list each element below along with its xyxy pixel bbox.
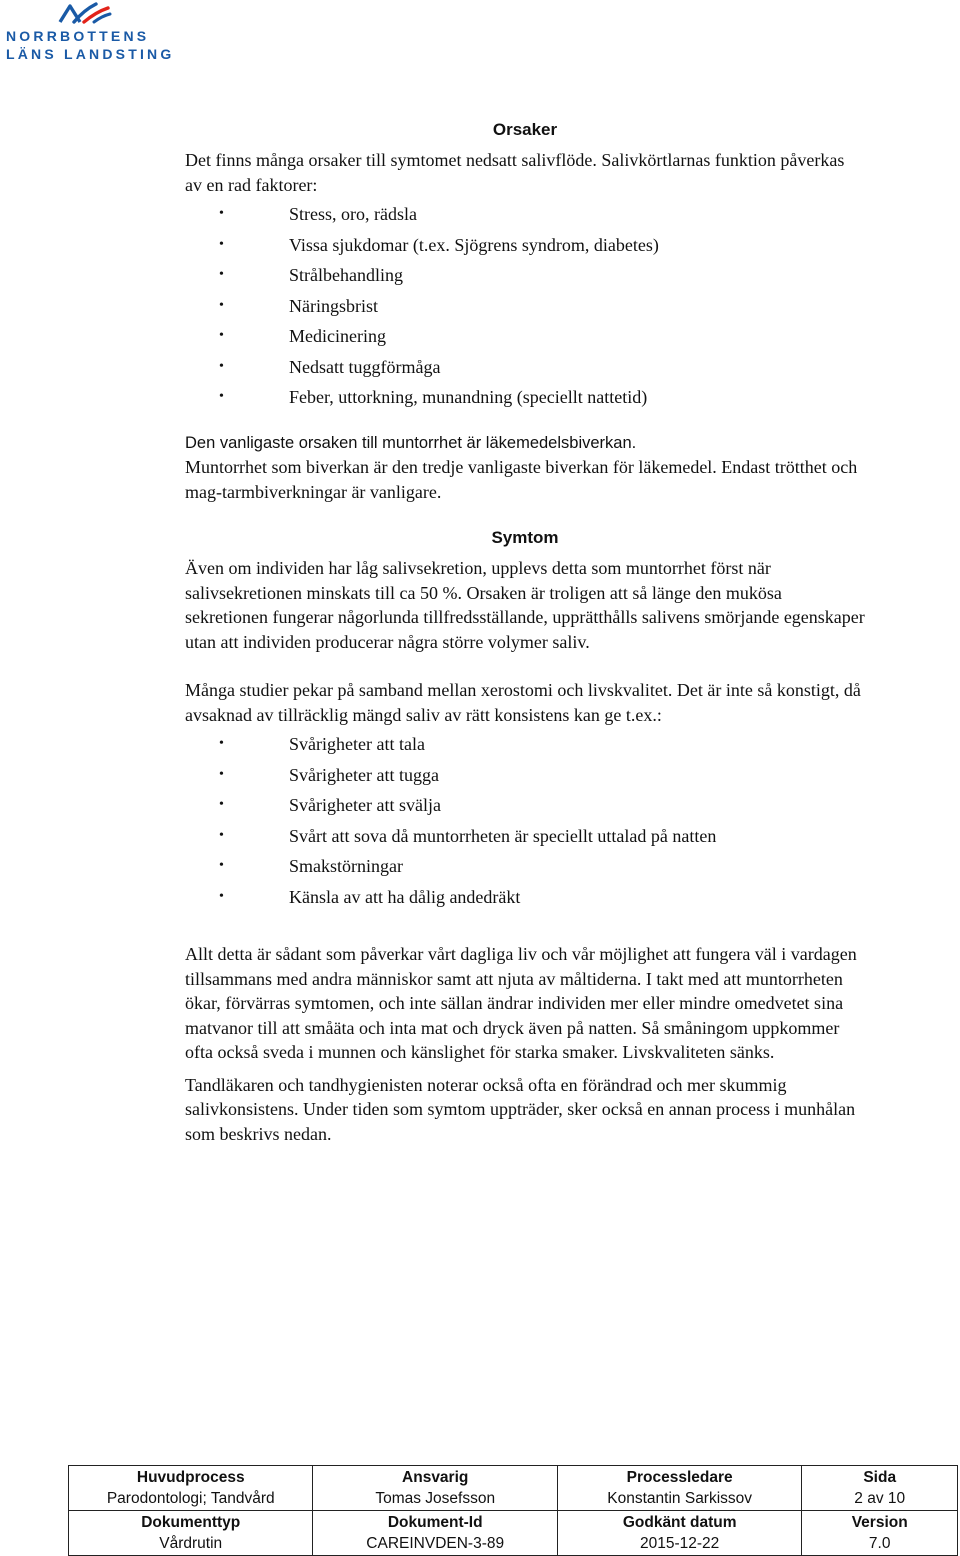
bullet-icon: •: [219, 888, 224, 904]
table-cell: Sida 2 av 10: [802, 1466, 958, 1511]
symtom-paragraph-1: Även om individen har låg salivsekretion, upplevs detta som muntorrhet först när salivsekretionen minskats till ca 50 %. Orsaken är troligen att så länge den mukösa sekretionen fungerar någorlunda tillfredsställande, upprätthålls salivens smörjande egenskaper utan att individen producerar några större volymer saliv.: [185, 558, 865, 652]
list-item: • Nedsatt tuggförmåga: [185, 352, 865, 383]
table-cell: Processledare Konstantin Sarkissov: [557, 1466, 801, 1511]
orsaker-intro: Det finns många orsaker till symtomet nedsatt salivflöde. Salivkörtlarnas funktion påverkas av en rad faktorer:: [185, 150, 845, 195]
table-cell: Huvudprocess Parodontologi; Tandvård: [69, 1466, 313, 1511]
list-item: • Vissa sjukdomar (t.ex. Sjögrens syndrom, diabetes): [185, 230, 865, 261]
document-body: [185, 118, 865, 1146]
orsaker-list: [185, 199, 865, 413]
bullet-icon: •: [219, 766, 224, 782]
symtom-paragraph-2: Många studier pekar på samband mellan xerostomi och livskvalitet. Det är inte så konstigt, då avsaknad av tillräcklig mängd saliv av rätt konsistens kan ge t.ex.:: [185, 680, 861, 725]
bullet-icon: •: [219, 236, 224, 252]
symtom-paragraph-4: Tandläkaren och tandhygienisten noterar också ofta en förändrad och mer skummig salivkonsistens. Under tiden som symtom uppträder, sker också en annan process i munhålan som beskrivs nedan.: [185, 1074, 856, 1144]
symtom-paragraph-3: Allt detta är sådant som påverkar vårt dagliga liv och vår möjlighet att fungera väl i vardagen tillsammans med andra människor samt att njuta av måltiderna. I takt med att muntorrheten ökar, förvärras symtomen, och inte sällan ändrar individen mer eller mindre omedvetet sina matvanor till att småäta och inta mat och dryck även på natten. Så småningom uppkommer ofta också sveda i munnen och känslighet för starka smaker. Livskvaliteten sänks.: [185, 944, 857, 1062]
list-item: • Svårt att sova då muntorrheten är speciellt uttalad på natten: [185, 821, 865, 852]
organization-logo: [4, 0, 174, 66]
list-item: • Svårigheter att tugga: [185, 760, 865, 791]
bullet-icon: •: [219, 358, 224, 374]
list-item: • Stress, oro, rädsla: [185, 199, 865, 230]
table-cell: Dokumenttyp Vårdrutin: [69, 1511, 313, 1556]
orsaker-sans-paragraph: Den vanligaste orsaken till muntorrhet är läkemedelsbiverkan.: [185, 433, 637, 452]
bullet-icon: •: [219, 297, 224, 313]
bullet-icon: •: [219, 858, 224, 873]
logo-text-line1: NORRBOTTENS: [6, 28, 150, 44]
table-cell: Ansvarig Tomas Josefsson: [313, 1466, 557, 1511]
list-item: • Strålbehandling: [185, 260, 865, 291]
bullet-icon: •: [219, 206, 224, 221]
list-item: • Näringsbrist: [185, 291, 865, 322]
bullet-icon: •: [219, 389, 224, 404]
list-item: • Svårigheter att tala: [185, 729, 865, 760]
table-cell: Version 7.0: [802, 1511, 958, 1556]
table-row: [69, 1511, 958, 1556]
list-item: • Smakstörningar: [185, 851, 865, 882]
orsaker-paragraph: Muntorrhet som biverkan är den tredje vanligaste biverkan för läkemedel. Endast trötthet och mag-tarmbiverkningar är vanligare.: [185, 457, 858, 502]
table-row: [69, 1466, 958, 1511]
table-cell: Godkänt datum 2015-12-22: [557, 1511, 801, 1556]
bullet-icon: •: [219, 797, 224, 812]
metadata-table: [68, 1465, 958, 1556]
list-item: • Medicinering: [185, 321, 865, 352]
bullet-icon: •: [219, 827, 224, 843]
bullet-icon: •: [219, 328, 224, 343]
list-item: • Känsla av att ha dålig andedräkt: [185, 882, 865, 913]
logo-text-line2: LÄNS LANDSTING: [6, 46, 175, 62]
list-item: • Svårigheter att svälja: [185, 790, 865, 821]
bullet-icon: •: [219, 736, 224, 751]
bullet-icon: •: [219, 267, 224, 282]
section-heading-orsaker: Orsaker: [492, 120, 558, 139]
section-heading-symtom: Symtom: [491, 528, 559, 547]
list-item: • Feber, uttorkning, munandning (speciellt nattetid): [185, 382, 865, 413]
table-cell: Dokument-Id CAREINVDEN-3-89: [313, 1511, 557, 1556]
symtom-list: [185, 729, 865, 912]
logo-wave-mark: [4, 0, 174, 28]
document-footer: [68, 1465, 958, 1556]
